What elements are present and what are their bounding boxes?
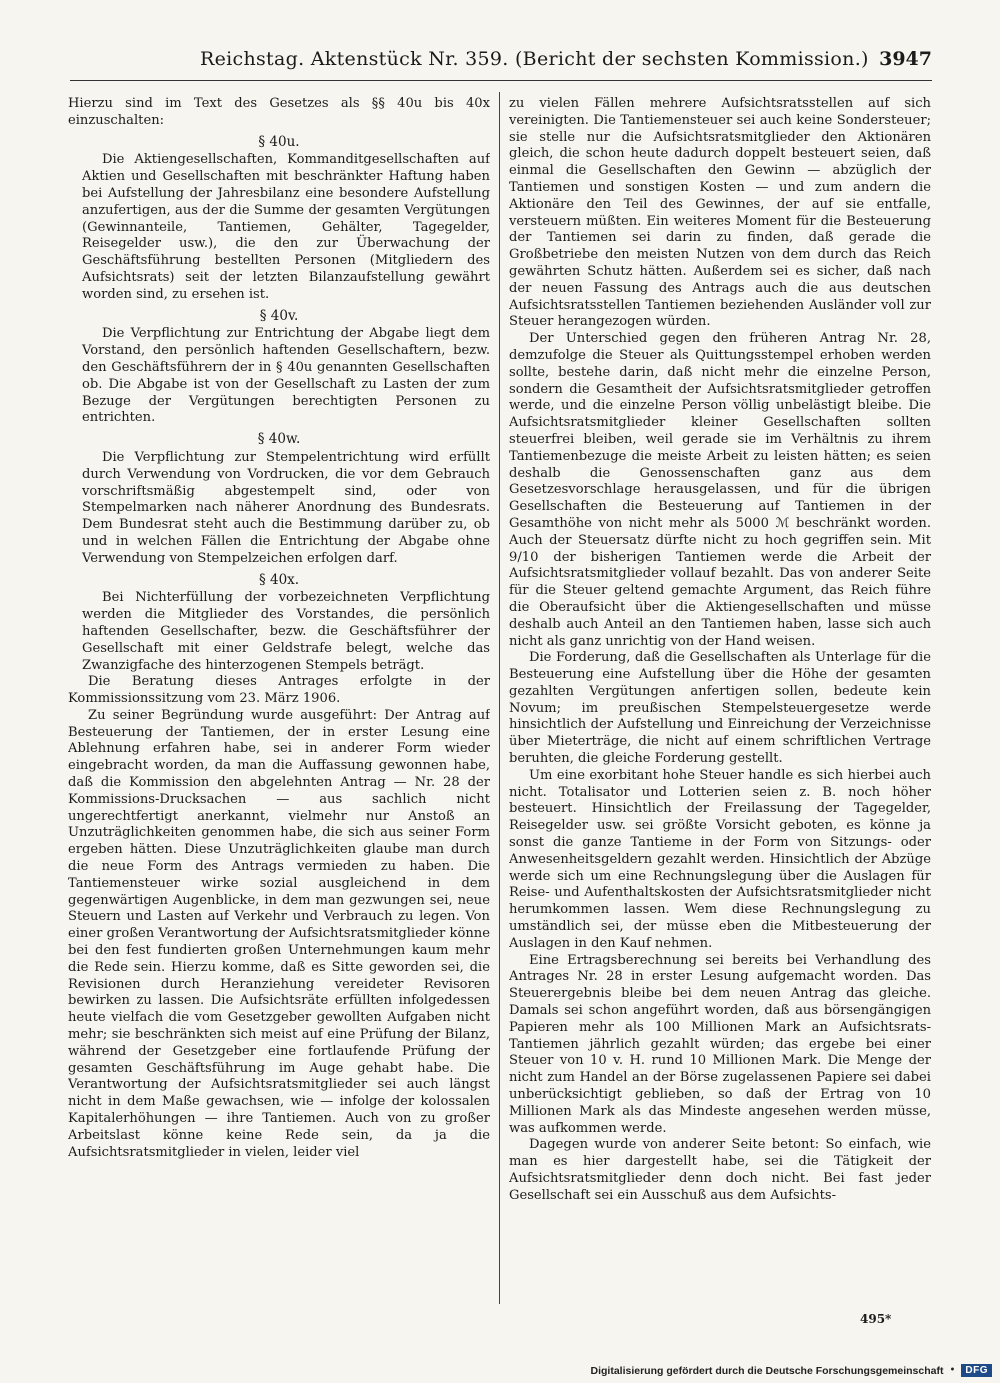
- paragraph: Hierzu sind im Text des Gesetzes als §§ 40u bis 40x einzuschalten:: [68, 96, 490, 128]
- dfg-logo: DFG: [961, 1364, 992, 1377]
- signature-mark: 495*: [860, 1312, 892, 1326]
- paragraph: Die Aktiengesellschaften, Kommanditgesellschaften auf Aktien und Gesellschaften mit beschränkter Haftung haben bei Aufstellung der Jahresbilanz eine besondere Aufstellung anzufertigen, aus der die Summe der gesamten Vergütungen (Gewinnanteile, Tantiemen, Gehälter, Tagegelder, Reisegelder usw.), die den zur Überwachung der Geschäftsführung bestellten Personen (Mitgliedern des Aufsichtsrats) seit der letzten Bilanzaufstellung gewährt worden sind, zu ersehen ist.: [82, 152, 490, 302]
- paragraph: Die Forderung, daß die Gesellschaften als Unterlage für die Besteuerung eine Aufstellung über die Höhe der gesamten gezahlten Vergütungen anfertigen sollen, bedeute kein Novum; im preußischen Stempelsteuergesetze werde hinsichtlich der Aufstellung und Einreichung der Verzeichnisse über Mieterträge, die nicht auf einem schriftlichen Vertrage beruhten, die gleiche Forderung gestellt.: [509, 650, 931, 767]
- page-header: [70, 44, 932, 81]
- paragraph: Dagegen wurde von anderer Seite betont: So einfach, wie man es hier dargestellt habe, sei die Tätigkeit der Aufsichtsratsmitglieder denn doch nicht. Bei fast jeder Gesellschaft sei ein Ausschuß aus dem Aufsichts-: [509, 1137, 931, 1203]
- paragraph: Bei Nichterfüllung der vorbezeichneten Verpflichtung werden die Mitglieder des Vorstandes, die persönlich haftenden Gesellschafter, bezw. die Geschäftsführer der Gesellschaft mit einer Geldstrafe belegt, welche das Zwanzigfache des hinterzogenen Stempels beträgt.: [82, 590, 490, 673]
- left-column: [68, 96, 490, 1306]
- footer-separator: •: [949, 1365, 956, 1376]
- right-column: [509, 96, 931, 1306]
- paragraph: zu vielen Fällen mehrere Aufsichtsratsstellen auf sich vereinigten. Die Tantiemensteuer sei auch keine Sondersteuer; sie stelle nur die Aufsichtsratsmitglieder den Aktionären gleich, die schon heute dadurch doppelt besteuert seien, daß einmal die Gesellschaften den Gewinn — abzüglich der Tantiemen und sonstigen Kosten — und zum andern die Aktionäre den Teil des Gewinnes, der auf sie entfalle, versteuern müßten. Ein weiteres Moment für die Besteuerung der Tantiemen sei darin zu finden, daß gerade die Großbetriebe den meisten Nutzen von dem durch das Reich gewährten Schutz hätten. Außerdem sei es sicher, daß nach der neuen Fassung des Antrags auch die aus deutschen Aufsichtsratsstellen Tantiemen beziehenden Ausländer voll zur Steuer herangezogen würden.: [509, 96, 931, 330]
- paragraph: Der Unterschied gegen den früheren Antrag Nr. 28, demzufolge die Steuer als Quittungsstempel erhoben werden sollte, bestehe darin, daß nicht mehr die einzelne Person, sondern die Gesamtheit der Aufsichtsratsmitglieder getroffen werde, und die einzelne Person völlig unbelästigt bleibe. Die Aufsichtsratsmitglieder kleiner Gesellschaften sollten steuerfrei bleiben, weil gerade sie im Verhältnis zu ihrem Tantiemenbezuge die meiste Arbeit zu leisten hätten; es seien deshalb die Genossenschaften ganz aus dem Gesetzesvorschlage herausgelassen, und für die übrigen Gesellschaften die Besteuerung auf Tantiemen in der Gesamthöhe von nicht mehr als 5000 ℳ beschränkt worden. Auch der Steuersatz dürfte nicht zu hoch gegriffen sein. Mit 9/10 der bisherigen Tantiemen werde die Arbeit der Aufsichtsratsmitglieder vollauf bezahlt. Das von anderer Seite für die Steuer geltend gemachte Argument, das Reich führe die Oberaufsicht über die Aktiengesellschaften und müsse deshalb auch Anteil an den Tantiemen haben, lasse sich auch nicht als ganz unrichtig von der Hand weisen.: [509, 331, 931, 649]
- section-heading: § 40w.: [257, 431, 301, 448]
- paragraph: Eine Ertragsberechnung sei bereits bei Verhandlung des Antrages Nr. 28 in erster Lesung aufgemacht worden. Das Steuerergebnis bleibe bei dem neuen Antrag das gleiche. Damals sei schon angeführt worden, daß aus börsengängigen Papieren mehr als 100 Millionen Mark an Aufsichtsrats-Tantiemen jährlich gezahlt würden; das ergebe bei einer Steuer von 10 v. H. rund 10 Millionen Mark. Die Menge der nicht zum Handel an der Börse zugelassenen Papiere sei dabei unberücksichtigt geblieben, so daß der Ertrag von 10 Millionen Mark als das Mindeste angesehen werden müsse, was aufkommen werde.: [509, 952, 931, 1136]
- section-heading: § 40v.: [259, 307, 299, 324]
- paragraph: Die Verpflichtung zur Stempelentrichtung wird erfüllt durch Verwendung von Vordrucken, die vor dem Gebrauch vorschriftsmäßig abgestempelt sind, oder von Stempelmarken nach näherer Anordnung des Bundesrats. Dem Bundesrat steht auch die Bestimmung darüber zu, ob und in welchen Fällen die Entrichtung der Abgabe ohne Verwendung von Stempelzeichen erfolgen darf.: [82, 449, 490, 566]
- footer-credit: Digitalisierung gefördert durch die Deutsche Forschungsgemeinschaft: [590, 1364, 944, 1377]
- paragraph: Die Verpflichtung zur Entrichtung der Abgabe liegt dem Vorstand, den persönlich haftenden Gesellschaftern, bezw. den Geschäftsführern der in § 40u genannten Gesellschaften ob. Die Abgabe ist von der Gesellschaft zu Lasten der zum Bezuge der Vergütungen berechtigten Personen zu entrichten.: [82, 326, 490, 426]
- footer: [590, 1362, 992, 1379]
- page-number: 3947: [879, 48, 932, 70]
- paragraph: Die Beratung dieses Antrages erfolgte in der Kommissionssitzung vom 23. März 1906.: [68, 674, 490, 707]
- page-title: Reichstag. Aktenstück Nr. 359. (Bericht der sechsten Kommission.): [200, 48, 869, 70]
- section-heading: § 40u.: [258, 133, 300, 150]
- section-heading: § 40x.: [258, 571, 300, 588]
- paragraph: Um eine exorbitant hohe Steuer handle es sich hierbei auch nicht. Totalisator und Lotterien seien z. B. noch höher besteuert. Hinsichtlich der Freilassung der Tagegelder, Reisegelder usw. sei größte Vorsicht geboten, es könne ja sonst die ganze Tantieme in der Form von Sitzungs- oder Anwesenheitsgeldern gezahlt werden. Hinsichtlich der Abzüge werde sich um eine Rechnungslegung über die Auslagen für Reise- und Aufenthaltskosten der Aufsichtsratsmitglieder nicht herumkommen lassen. Wem diese Rechnungslegung zu umständlich sei, der müsse eben die Mitbesteuerung der Auslagen in den Kauf nehmen.: [509, 767, 931, 951]
- paragraph: Zu seiner Begründung wurde ausgeführt: Der Antrag auf Besteuerung der Tantiemen, der in erster Lesung eine Ablehnung erfahren habe, sei in anderer Form wieder eingebracht worden, da man die Auffassung gewonnen habe, daß die Kommission den abgelehnten Antrag — Nr. 28 der Kommissions-Drucksachen — aus sachlich nicht ungerechtfertigt anerkannt, vielmehr nur Anstoß an Unzuträglichkeiten genommen habe, die sich aus seiner Form ergeben hätten. Diese Unzuträglichkeiten glaube man durch die neue Form des Antrags vermieden zu haben. Die Tantiemensteuer wirke sozial ausgleichend in dem gegenwärtigen Augenblicke, in dem man gezwungen sei, neue Steuern und Lasten auf Verkehr und Verbrauch zu legen. Von einer großen Verantwortung der Aufsichtsratsmitglieder könne bei den fest fundierten großen Unternehmungen kaum mehr die Rede sein. Hierzu komme, daß es Sitte geworden sei, die Revisionen durch Heranziehung vereideter Revisoren bewirken zu lassen. Die Aufsichtsräte erfüllten infolgedessen heute vielfach die vom Gesetzgeber gewollten Aufgaben nicht mehr; sie beschränkten sich meist auf eine Prüfung der Bilanz, während der Gesetzgeber eine fortlaufende Prüfung der gesamten Geschäftsführung im Auge gehabt habe. Die Verantwortung der Aufsichtsratsmitglieder sei auch längst nicht in dem Maße gewachsen, wie — infolge der kolossalen Kapitalerhöhungen — ihre Tantiemen. Auch von zu großer Arbeitslast könne keine Rede sein, da ja die Aufsichtsratsmitglieder in vielen, leider viel: [68, 707, 490, 1160]
- column-divider: [499, 92, 500, 1304]
